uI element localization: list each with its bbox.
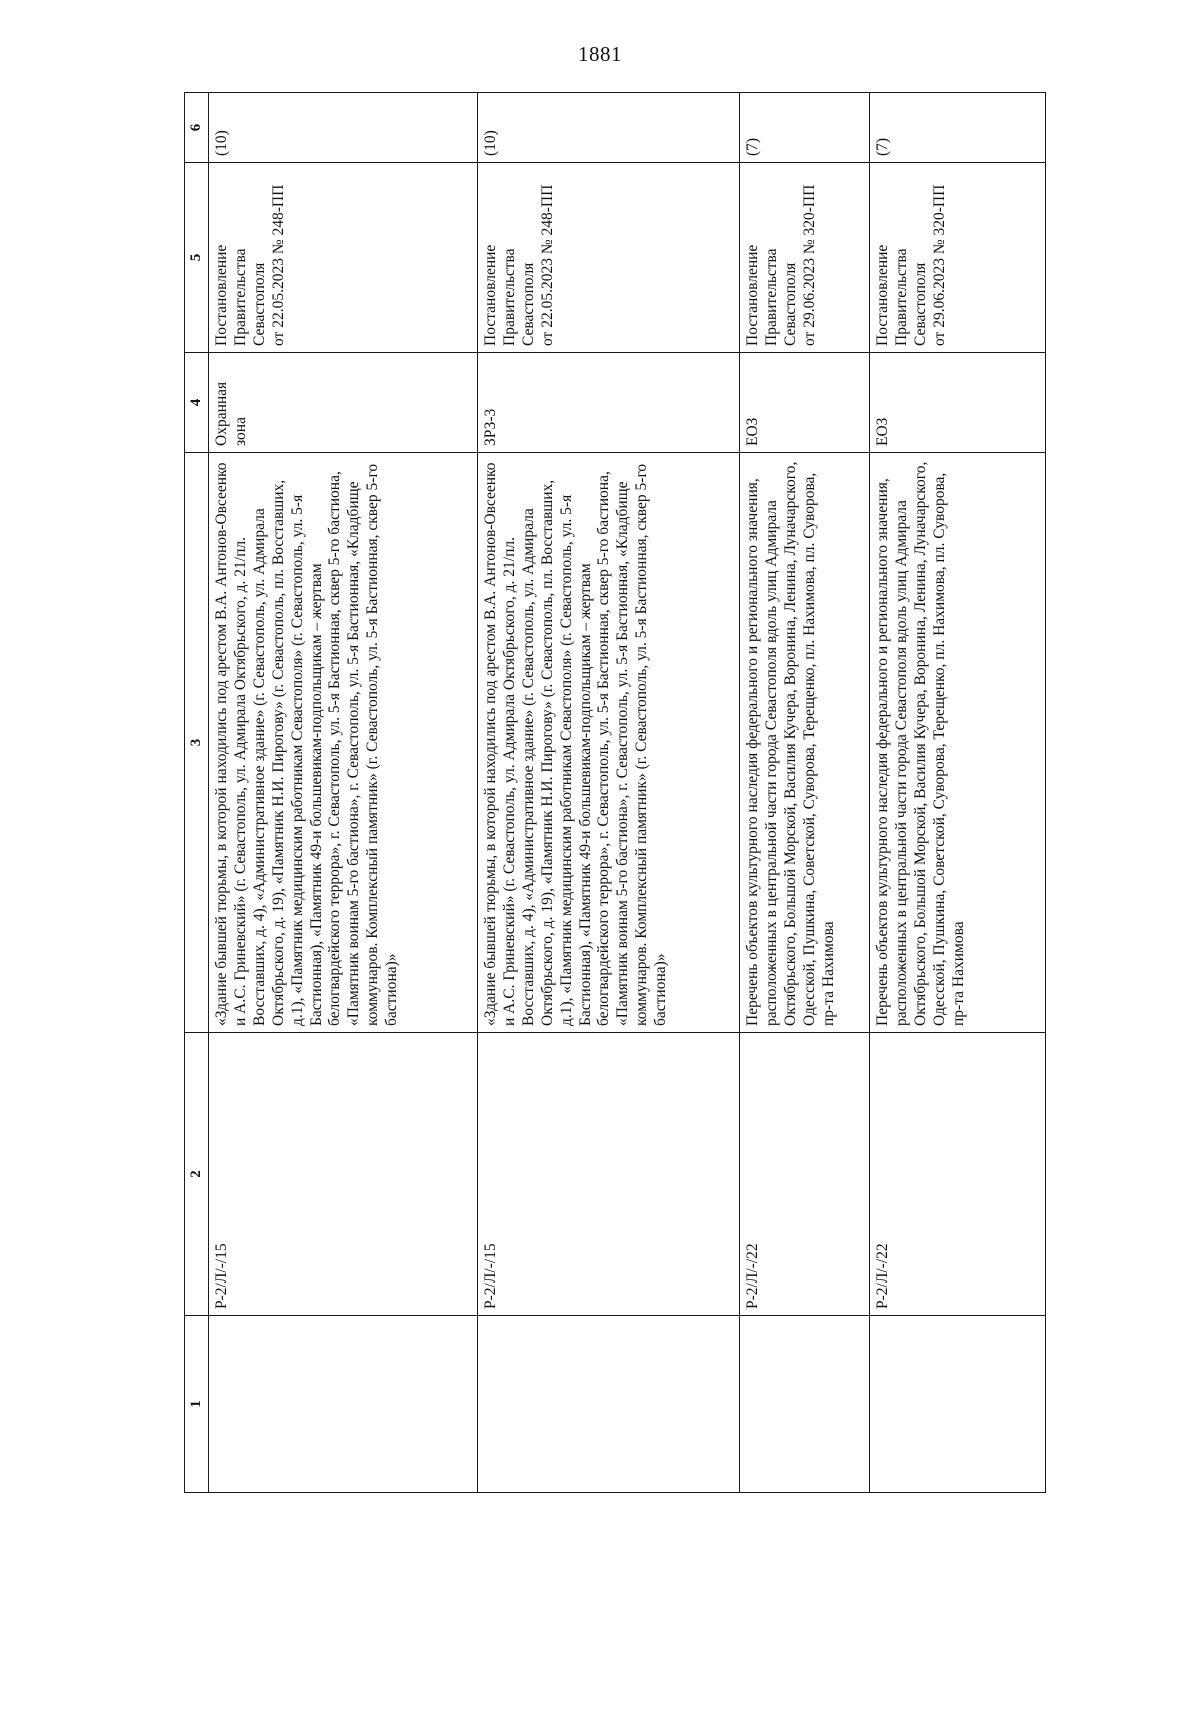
cell-resolution: Постановление Правительства Севастополя от 22.05.2023 № 248-ПП <box>209 163 478 353</box>
cell-reference: (10) <box>478 93 740 163</box>
cell-resolution: Постановление Правительства Севастополя от 29.06.2023 № 320-ПП <box>870 163 1046 353</box>
cell-description: Перечень объектов культурного наследия федерального и регионального значения, расположенных в центральной части города Севастополя вдоль улиц Адмирала Октябрьского, Большой Морской, Василия Кучера, Воронина, Ленина, Луначарского, Одесской, Пушкина, Советской, Суворова, Терещенко, пл. Нахимова, пл. Суворова, пр-та Нахимова <box>870 453 1046 1033</box>
cell-description: Перечень объектов культурного наследия федерального и регионального значения, расположенных в центральной части города Севастополя вдоль улиц Адмирала Октябрьского, Большой Морской, Василия Кучера, Воронина, Ленина, Луначарского, Одесской, Пушкина, Советской, Суворова, Терещенко, пл. Нахимова, пл. Суворова, пр-та Нахимова <box>740 453 870 1033</box>
cell-reference: (10) <box>209 93 478 163</box>
rotated-table-container <box>184 93 1046 1493</box>
cell-zone-type: ЕОЗ <box>740 353 870 453</box>
cell-zone-type: ЗРЗ-3 <box>478 353 740 453</box>
table-row <box>870 93 1046 1493</box>
cell-zone-code: Р-2/Л/-/22 <box>870 1033 1046 1316</box>
cell-zone-code: Р-2/Л/-/15 <box>209 1033 478 1316</box>
cell-reference: (7) <box>740 93 870 163</box>
cell-number <box>870 1316 1046 1493</box>
cell-zone-code: Р-2/Л/-/22 <box>740 1033 870 1316</box>
header-row <box>185 93 209 1493</box>
cell-number <box>209 1316 478 1493</box>
page-number: 1881 <box>578 42 622 66</box>
cell-reference: (7) <box>870 93 1046 163</box>
header-cell-5: 5 <box>185 163 209 353</box>
cell-zone-type: ЕОЗ <box>870 353 1046 453</box>
table-row <box>478 93 740 1493</box>
header-cell-4: 4 <box>185 353 209 453</box>
cell-resolution: Постановление Правительства Севастополя от 22.05.2023 № 248-ПП <box>478 163 740 353</box>
header-cell-3: 3 <box>185 453 209 1033</box>
cell-resolution: Постановление Правительства Севастополя от 29.06.2023 № 320-ПП <box>740 163 870 353</box>
cell-number <box>740 1316 870 1493</box>
cell-description: «Здание бывшей тюрьмы, в которой находились под арестом В.А. Антонов-Овсеенко и А.С. Гриневский» (г. Севастополь, ул. Адмирала Октябрьского, д. 21/пл. Восставших, д. 4), «Административное здание» (г. Севастополь, ул. Адмирала Октябрьского, д. 19), «Памятник Н.И. Пирогову» (г. Севастополь, пл. Восставших, д.1), «Памятник медицинским работникам Севастополя» (г. Севастополь, ул. 5-я Бастионная), «Памятник 49-и большевикам-подпольщикам – жертвам белогвардейского террора», г. Севастополь, ул. 5-я Бастионная, сквер 5-го бастиона, «Памятник воинам 5-го бастиона», г. Севастополь, ул. 5-я Бастионная, «Кладбище коммунаров. Комплексный памятник» (г. Севастополь, ул. 5-я Бастионная, сквер 5-го бастиона)» <box>478 453 740 1033</box>
table-row <box>209 93 478 1493</box>
cell-zone-code: Р-2/Л/-/15 <box>478 1033 740 1316</box>
header-cell-1: 1 <box>185 1316 209 1493</box>
table-row <box>740 93 870 1493</box>
header-cell-2: 2 <box>185 1033 209 1316</box>
cell-description: «Здание бывшей тюрьмы, в которой находились под арестом В.А. Антонов-Овсеенко и А.С. Гриневский» (г. Севастополь, ул. Адмирала Октябрьского, д. 21/пл. Восставших, д. 4), «Административное здание» (г. Севастополь, ул. Адмирала Октябрьского, д. 19), «Памятник Н.И. Пирогову» (г. Севастополь, пл. Восставших, д.1), «Памятник медицинским работникам Севастополя» (г. Севастополь, ул. 5-я Бастионная), «Памятник 49-и большевикам-подпольщикам – жертвам белогвардейского террора», г. Севастополь, ул. 5-я Бастионная, сквер 5-го бастиона, «Памятник воинам 5-го бастиона», г. Севастополь, ул. 5-я Бастионная, «Кладбище коммунаров. Комплексный памятник» (г. Севастополь, ул. 5-я Бастионная, сквер 5-го бастиона)» <box>209 453 478 1033</box>
header-cell-6: 6 <box>185 93 209 163</box>
cell-zone-type: Охранная зона <box>209 353 478 453</box>
cell-number <box>478 1316 740 1493</box>
document-table <box>184 92 1046 1493</box>
